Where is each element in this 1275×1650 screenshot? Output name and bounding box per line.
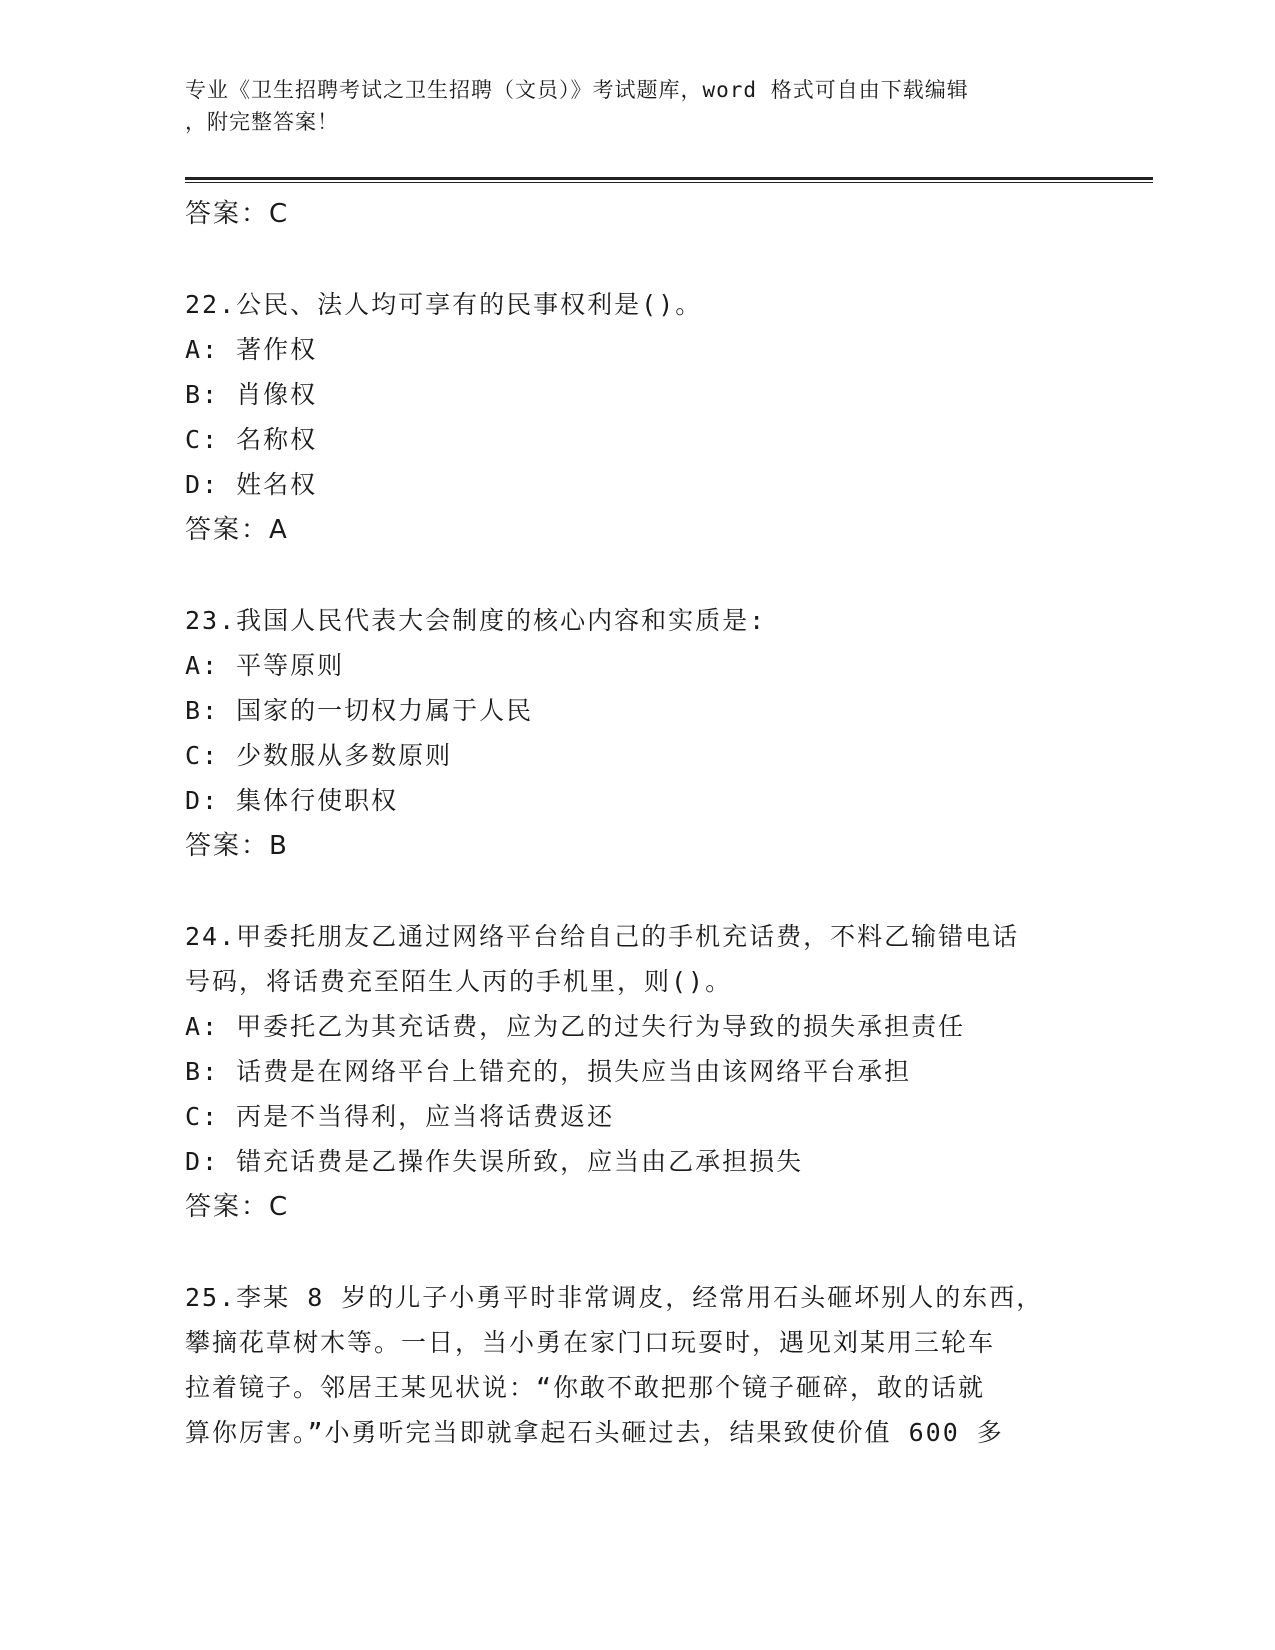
question-stem-line: 算你厉害。”小勇听完当即就拿起石头砸过去，结果致使价值 600 多	[185, 1418, 1004, 1447]
answer-21: 答案：C	[185, 199, 290, 229]
option-a: A: 平等原则	[185, 651, 345, 680]
question-stem-line: 攀摘花草树木等。一日，当小勇在家门口玩耍时，遇见刘某用三轮车	[185, 1328, 996, 1357]
question-stem-line: 24.甲委托朋友乙通过网络平台给自己的手机充话费，不料乙输错电话	[185, 922, 1020, 951]
answer-22: 答案：A	[185, 515, 289, 545]
document-header	[185, 74, 1065, 138]
option-a: A: 甲委托乙为其充话费，应为乙的过失行为导致的损失承担责任	[185, 1012, 966, 1041]
question-23-stem	[185, 598, 1085, 643]
question-stem-line: 23.我国人民代表大会制度的核心内容和实质是:	[185, 606, 767, 635]
option-d: D: 错充话费是乙操作失误所致，应当由乙承担损失	[185, 1147, 804, 1176]
question-22-stem	[185, 282, 1085, 327]
option-c: C: 少数服从多数原则	[185, 741, 453, 770]
option-d: D: 姓名权	[185, 470, 318, 499]
option-c: C: 名称权	[185, 425, 318, 454]
question-24-stem	[185, 914, 1085, 1004]
header-divider-thin	[185, 182, 1153, 183]
option-a: A: 著作权	[185, 335, 318, 364]
header-divider-thick	[185, 177, 1153, 180]
option-d: D: 集体行使职权	[185, 786, 399, 815]
question-stem-line: 拉着镜子。邻居王某见状说：“你敢不敢把那个镜子砸碎，敢的话就	[185, 1373, 986, 1402]
header-line-2: ，附完整答案！	[185, 110, 339, 134]
header-line-1: 专业《卫生招聘考试之卫生招聘（文员）》考试题库，word 格式可自由下载编辑	[185, 78, 969, 102]
question-list	[185, 191, 1085, 1455]
answer-23: 答案：B	[185, 831, 289, 861]
answer-24: 答案：C	[185, 1192, 290, 1222]
option-c: C: 丙是不当得利，应当将话费返还	[185, 1102, 615, 1131]
option-b: B: 国家的一切权力属于人民	[185, 696, 534, 725]
question-25-stem	[185, 1275, 1085, 1455]
option-b: B: 肖像权	[185, 380, 318, 409]
question-stem-line: 号码，将话费充至陌生人丙的手机里，则()。	[185, 967, 733, 996]
option-b: B: 话费是在网络平台上错充的，损失应当由该网络平台承担	[185, 1057, 912, 1086]
question-stem-line: 22.公民、法人均可享有的民事权利是()。	[185, 290, 703, 319]
question-stem-line: 25.李某 8 岁的儿子小勇平时非常调皮，经常用石头砸坏别人的东西，	[185, 1283, 1044, 1312]
